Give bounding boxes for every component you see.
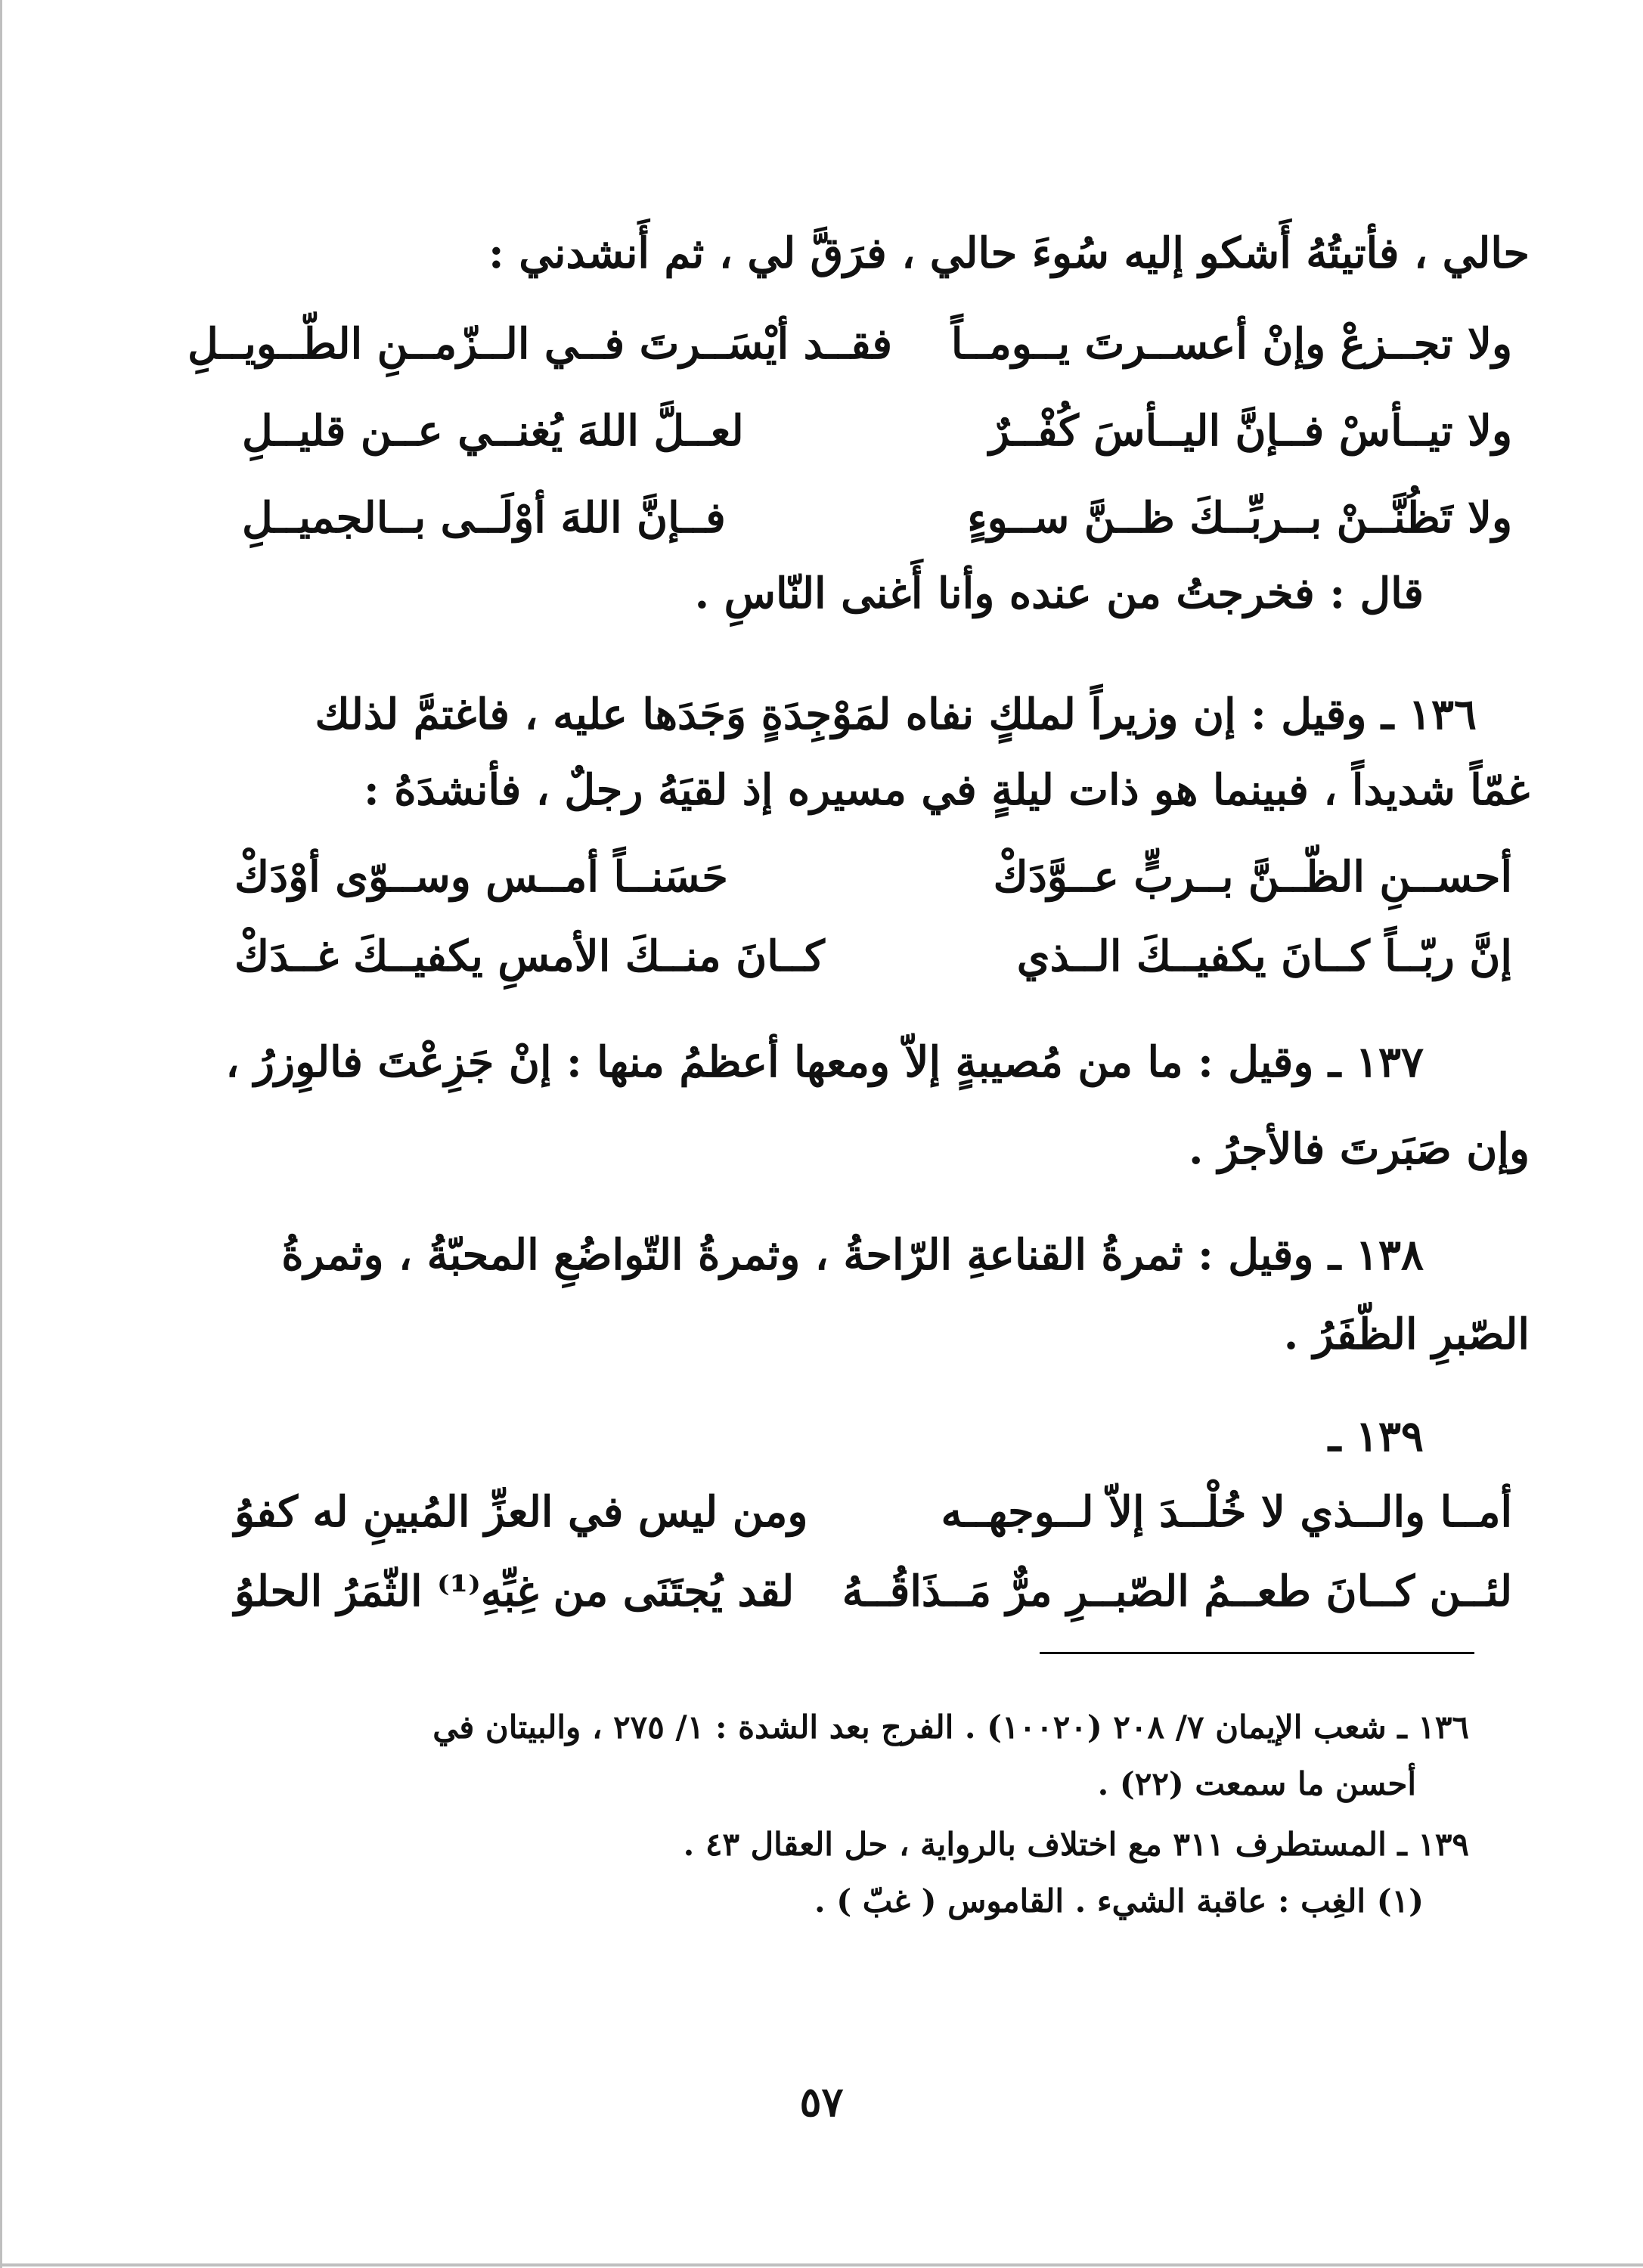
item138-line-1: ١٣٨ ـ وقيل : ثمرةُ القناعةِ الرّاحةُ ، وثمرةُ التّواضُعِ المحبّةُ ، وثمرةُ bbox=[281, 1230, 1424, 1280]
footnote-136-line-2: أحسن ما سمعت (٢٢) . bbox=[1097, 1765, 1416, 1802]
item138-line-2: الصّبرِ الظّفَرُ . bbox=[1283, 1309, 1530, 1359]
item136-line-1: ١٣٦ ـ وقيل : إن وزيراً لملكٍ نفاه لمَوْجِدَةٍ وَجَدَها عليه ، فاغتمَّ لذلك bbox=[315, 689, 1477, 739]
poem2-verse-2-first-hemistich: إنَّ ربّــاً كــانَ يكفيــكَ الــذي bbox=[1016, 931, 1512, 981]
poem1-verse-1-first-hemistich: ولا تجــزعْ وإنْ أعســرتَ يــومــاً bbox=[950, 319, 1512, 369]
footnote-separator bbox=[1040, 1652, 1474, 1654]
footnote-139: ١٣٩ ـ المستطرف ٣١١ مع اختلاف بالرواية ، حل العقال ٤٣ . bbox=[683, 1826, 1469, 1863]
poem2-verse-1-second-hemistich: حَسَنــاً أمــس وســوّى أوْدَكْ bbox=[234, 852, 728, 902]
poem3-verse-1 bbox=[234, 1482, 1512, 1542]
poem1-verse-3-second-hemistich: فــإنَّ اللهَ أوْلَــى بــالجميــلِ bbox=[242, 493, 726, 543]
poem1-verse-2-first-hemistich: ولا تيــأسْ فــإنَّ اليــأسَ كُفْــرٌ bbox=[989, 406, 1512, 456]
scan-left-edge bbox=[0, 0, 2, 2268]
qala-line: قال : فخرجتُ من عنده وأنا أَغنى النّاسِ . bbox=[694, 569, 1424, 618]
poem2-verse-1 bbox=[234, 847, 1512, 907]
poem3-verse-1-first-hemistich: أمــا والــذي لا خُلْــدَ إلاّ لــوجهــه bbox=[941, 1487, 1512, 1537]
poem3-verse-1-second-hemistich: ومن ليس في العزِّ المُبينِ له كفوُ bbox=[234, 1487, 808, 1537]
poem3-verse-2 bbox=[234, 1561, 1512, 1622]
poem3-verse-2-second-hemistich: لقد يُجتَنَى من غِبِّهِ⁽¹⁾ الثّمَرُ الحلوُ bbox=[234, 1566, 795, 1616]
poem2-verse-2 bbox=[234, 926, 1512, 987]
poem2-verse-1-first-hemistich: أحســنِ الظّــنَّ بــربٍّ عــوَّدَكْ bbox=[993, 852, 1512, 902]
poem2-verse-2-second-hemistich: كــانَ منــكَ الأمسِ يكفيــكَ غــدَكْ bbox=[234, 931, 825, 981]
intro-line: حالي ، فأتيتُهُ أَشكو إليه سُوءَ حالي ، فرَقَّ لي ، ثم أَنشدني : bbox=[488, 228, 1530, 278]
footnote-1: (١) الغِب : عاقبة الشيء . القاموس ( غبّ ) . bbox=[814, 1882, 1424, 1919]
page-number: ٥٧ bbox=[799, 2077, 844, 2126]
poem1-verse-2 bbox=[242, 401, 1512, 461]
item136-line-2: غمّاً شديداً ، فبينما هو ذات ليلةٍ في مسيره إذ لقيَهُ رجلٌ ، فأنشدَهُ : bbox=[364, 765, 1530, 815]
poem1-verse-3 bbox=[242, 488, 1512, 548]
footnote-136-line-1: ١٣٦ ـ شعب الإيمان ٧/ ٢٠٨ (١٠٠٢٠) . الفرج بعد الشدة : ١/ ٢٧٥ ، والبيتان في bbox=[432, 1709, 1469, 1746]
poem1-verse-1-second-hemistich: فقــد أيْسَــرتَ فــي الــزّمــنِ الطّــويــلِ bbox=[188, 319, 892, 369]
item139-label: ١٣٩ ـ bbox=[1328, 1411, 1424, 1461]
poem1-verse-3-first-hemistich: ولا تَظُنَّــنْ بــربِّــكَ ظــنَّ ســوءٍ bbox=[967, 493, 1512, 543]
item137-line-2: وإن صَبَرتَ فالأجرُ . bbox=[1188, 1124, 1530, 1174]
poem1-verse-1 bbox=[188, 314, 1512, 374]
poem3-verse-2-first-hemistich: لئــن كــانَ طعــمُ الصّبــرِ مرٌّ مَــذَاقُــهُ bbox=[842, 1566, 1512, 1616]
scan-bottom-edge bbox=[0, 2263, 1643, 2266]
poem1-verse-2-second-hemistich: لعــلَّ اللهَ يُغنــي عــن قليــلِ bbox=[242, 406, 744, 456]
item137-line-1: ١٣٧ ـ وقيل : ما من مُصيبةٍ إلاّ ومعها أعظمُ منها : إنْ جَزِعْتَ فالوِزرُ ، bbox=[225, 1037, 1424, 1087]
